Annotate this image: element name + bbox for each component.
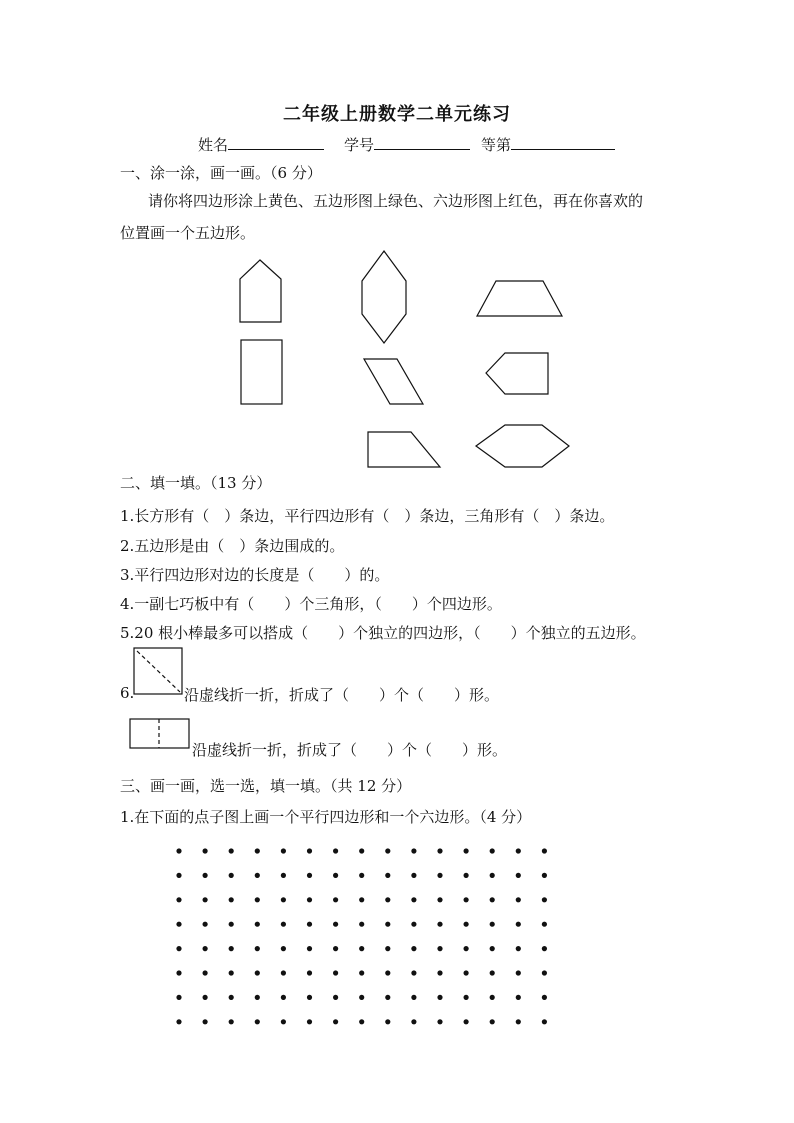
grid-dot[interactable] xyxy=(385,1019,390,1024)
grid-dot[interactable] xyxy=(437,873,442,878)
grid-dot[interactable] xyxy=(385,848,390,853)
pentagon-house-shape[interactable] xyxy=(240,260,281,322)
section2-q2: 2.五边形是由（ ）条边围成的。 xyxy=(120,537,345,555)
grid-dot[interactable] xyxy=(203,1019,208,1024)
grid-dot[interactable] xyxy=(307,995,312,1000)
hexagon-wide-shape[interactable] xyxy=(476,425,569,467)
grid-dot[interactable] xyxy=(333,995,338,1000)
grid-dot[interactable] xyxy=(516,946,521,951)
grid-dot[interactable] xyxy=(516,897,521,902)
grid-dot[interactable] xyxy=(411,995,416,1000)
grid-dot[interactable] xyxy=(307,848,312,853)
grid-dot[interactable] xyxy=(385,897,390,902)
hexagon-tall-shape[interactable] xyxy=(362,251,406,343)
grid-dot[interactable] xyxy=(359,995,364,1000)
right-trapezoid-shape[interactable] xyxy=(368,432,440,467)
grid-dot[interactable] xyxy=(229,970,234,975)
grid-dot[interactable] xyxy=(255,970,260,975)
section2-q5: 5.20 根小棒最多可以搭成（ ）个独立的四边形，（ ）个独立的五边形。 xyxy=(120,624,646,642)
grid-dot[interactable] xyxy=(411,922,416,927)
grid-dot[interactable] xyxy=(176,848,181,853)
grid-dot[interactable] xyxy=(307,922,312,927)
section1-instruction-line1: 请你将四边形涂上黄色、五边形图上绿色、六边形图上红色，再在你喜欢的 xyxy=(148,192,644,210)
grid-dot[interactable] xyxy=(542,1019,547,1024)
grid-dot[interactable] xyxy=(307,946,312,951)
fold-square-diagonal-dashed-line xyxy=(137,651,180,692)
grid-dot[interactable] xyxy=(203,970,208,975)
grid-dot[interactable] xyxy=(176,873,181,878)
section1-instruction-line2: 位置画一个五边形。 xyxy=(120,224,256,242)
parallelogram-shape[interactable] xyxy=(364,359,423,404)
grid-dot[interactable] xyxy=(203,922,208,927)
grid-dot[interactable] xyxy=(333,970,338,975)
grid-dot[interactable] xyxy=(411,897,416,902)
grid-dot[interactable] xyxy=(490,848,495,853)
grid-dot[interactable] xyxy=(281,970,286,975)
grid-dot[interactable] xyxy=(307,1019,312,1024)
grid-dot[interactable] xyxy=(203,946,208,951)
section2-q3: 3.平行四边形对边的长度是（ ）的。 xyxy=(120,566,390,584)
grid-dot[interactable] xyxy=(281,1019,286,1024)
grid-dot[interactable] xyxy=(359,873,364,878)
grid-dot[interactable] xyxy=(437,848,442,853)
grid-dot[interactable] xyxy=(542,922,547,927)
grid-dot[interactable] xyxy=(307,897,312,902)
section2-q6-text-b: 沿虚线折一折，折成了（ ）个（ ）形。 xyxy=(192,741,508,759)
grid-dot[interactable] xyxy=(411,1019,416,1024)
grid-dot[interactable] xyxy=(542,897,547,902)
grid-dot[interactable] xyxy=(516,995,521,1000)
grid-dot[interactable] xyxy=(203,995,208,1000)
grid-dot[interactable] xyxy=(437,1019,442,1024)
grid-dot[interactable] xyxy=(359,897,364,902)
grid-dot[interactable] xyxy=(333,848,338,853)
grid-dot[interactable] xyxy=(255,946,260,951)
trapezoid-shape[interactable] xyxy=(477,281,562,316)
grid-dot[interactable] xyxy=(333,922,338,927)
section3-q1: 1.在下面的点子图上画一个平行四边形和一个六边形。（4 分） xyxy=(120,808,532,826)
grid-dot[interactable] xyxy=(385,995,390,1000)
section2-q6-number: 6. xyxy=(120,684,135,702)
section1-heading: 一、涂一涂，画一画。（6 分） xyxy=(120,164,322,182)
section2-q6-text-a: 沿虚线折一折，折成了（ ）个（ ）形。 xyxy=(184,686,500,704)
grid-dot[interactable] xyxy=(385,946,390,951)
grid-dot[interactable] xyxy=(281,848,286,853)
grid-dot[interactable] xyxy=(490,922,495,927)
grid-dot[interactable] xyxy=(255,1019,260,1024)
grid-dot[interactable] xyxy=(385,873,390,878)
page-title: 二年级上册数学二单元练习 xyxy=(283,104,511,125)
grid-dot[interactable] xyxy=(385,970,390,975)
grid-dot[interactable] xyxy=(229,873,234,878)
pentagon-arrow-shape[interactable] xyxy=(486,353,548,394)
grid-dot[interactable] xyxy=(229,946,234,951)
grid-dot[interactable] xyxy=(464,1019,469,1024)
grid-dot[interactable] xyxy=(490,873,495,878)
grid-dot[interactable] xyxy=(281,922,286,927)
grid-dot[interactable] xyxy=(437,970,442,975)
grid-dot[interactable] xyxy=(176,970,181,975)
grid-dot[interactable] xyxy=(203,873,208,878)
grid-dot[interactable] xyxy=(333,1019,338,1024)
grid-dot[interactable] xyxy=(255,995,260,1000)
grid-dot[interactable] xyxy=(490,897,495,902)
grid-dot[interactable] xyxy=(255,873,260,878)
grid-dot[interactable] xyxy=(464,995,469,1000)
grade-label: 等第 xyxy=(481,136,512,154)
grid-dot[interactable] xyxy=(437,995,442,1000)
grid-dot[interactable] xyxy=(437,922,442,927)
dot-grid[interactable] xyxy=(176,848,547,1024)
section2-heading: 二、填一填。（13 分） xyxy=(120,474,272,492)
grid-dot[interactable] xyxy=(542,848,547,853)
grid-dot[interactable] xyxy=(385,922,390,927)
grid-dot[interactable] xyxy=(516,848,521,853)
name-label: 姓名 xyxy=(198,136,229,154)
grid-dot[interactable] xyxy=(176,995,181,1000)
grid-dot[interactable] xyxy=(281,946,286,951)
grid-dot[interactable] xyxy=(176,1019,181,1024)
grid-dot[interactable] xyxy=(359,970,364,975)
grid-dot[interactable] xyxy=(255,922,260,927)
rectangle-shape[interactable] xyxy=(241,340,282,404)
grid-dot[interactable] xyxy=(464,873,469,878)
section2-q4: 4.一副七巧板中有（ ）个三角形，（ ）个四边形。 xyxy=(120,595,502,613)
grid-dot[interactable] xyxy=(464,897,469,902)
grid-dot[interactable] xyxy=(411,970,416,975)
grid-dot[interactable] xyxy=(516,873,521,878)
grid-dot[interactable] xyxy=(281,995,286,1000)
grid-dot[interactable] xyxy=(490,995,495,1000)
grid-dot[interactable] xyxy=(490,970,495,975)
grid-dot[interactable] xyxy=(229,1019,234,1024)
grid-dot[interactable] xyxy=(490,1019,495,1024)
grid-dot[interactable] xyxy=(333,946,338,951)
grid-dot[interactable] xyxy=(229,922,234,927)
grid-dot[interactable] xyxy=(542,995,547,1000)
grid-dot[interactable] xyxy=(464,946,469,951)
grid-dot[interactable] xyxy=(229,897,234,902)
grid-dot[interactable] xyxy=(437,897,442,902)
grid-dot[interactable] xyxy=(490,946,495,951)
grid-dot[interactable] xyxy=(333,873,338,878)
grid-dot[interactable] xyxy=(542,946,547,951)
grid-dot[interactable] xyxy=(333,897,338,902)
grid-dot[interactable] xyxy=(281,873,286,878)
grid-dot[interactable] xyxy=(203,848,208,853)
grid-dot[interactable] xyxy=(437,946,442,951)
grid-dot[interactable] xyxy=(307,873,312,878)
grid-dot[interactable] xyxy=(203,897,208,902)
grid-dot[interactable] xyxy=(359,848,364,853)
grid-dot[interactable] xyxy=(229,848,234,853)
grid-dot[interactable] xyxy=(359,1019,364,1024)
grid-dot[interactable] xyxy=(542,970,547,975)
grid-dot[interactable] xyxy=(464,970,469,975)
grid-dot[interactable] xyxy=(359,922,364,927)
grid-dot[interactable] xyxy=(176,946,181,951)
grid-dot[interactable] xyxy=(516,970,521,975)
grid-dot[interactable] xyxy=(411,946,416,951)
grid-dot[interactable] xyxy=(176,922,181,927)
grid-dot[interactable] xyxy=(464,848,469,853)
student-no-label: 学号 xyxy=(344,136,375,154)
grid-dot[interactable] xyxy=(176,897,181,902)
grid-dot[interactable] xyxy=(464,922,469,927)
section3-heading: 三、画一画，选一选，填一填。（共 12 分） xyxy=(120,777,412,795)
grid-dot[interactable] xyxy=(411,873,416,878)
grid-dot[interactable] xyxy=(359,946,364,951)
grid-dot[interactable] xyxy=(411,848,416,853)
grid-dot[interactable] xyxy=(229,995,234,1000)
grid-dot[interactable] xyxy=(255,897,260,902)
grid-dot[interactable] xyxy=(542,873,547,878)
grid-dot[interactable] xyxy=(307,970,312,975)
grid-dot[interactable] xyxy=(255,848,260,853)
section2-q1: 1.长方形有（ ）条边，平行四边形有（ ）条边，三角形有（ ）条边。 xyxy=(120,507,615,525)
grid-dot[interactable] xyxy=(281,897,286,902)
grid-dot[interactable] xyxy=(516,1019,521,1024)
grid-dot[interactable] xyxy=(516,922,521,927)
